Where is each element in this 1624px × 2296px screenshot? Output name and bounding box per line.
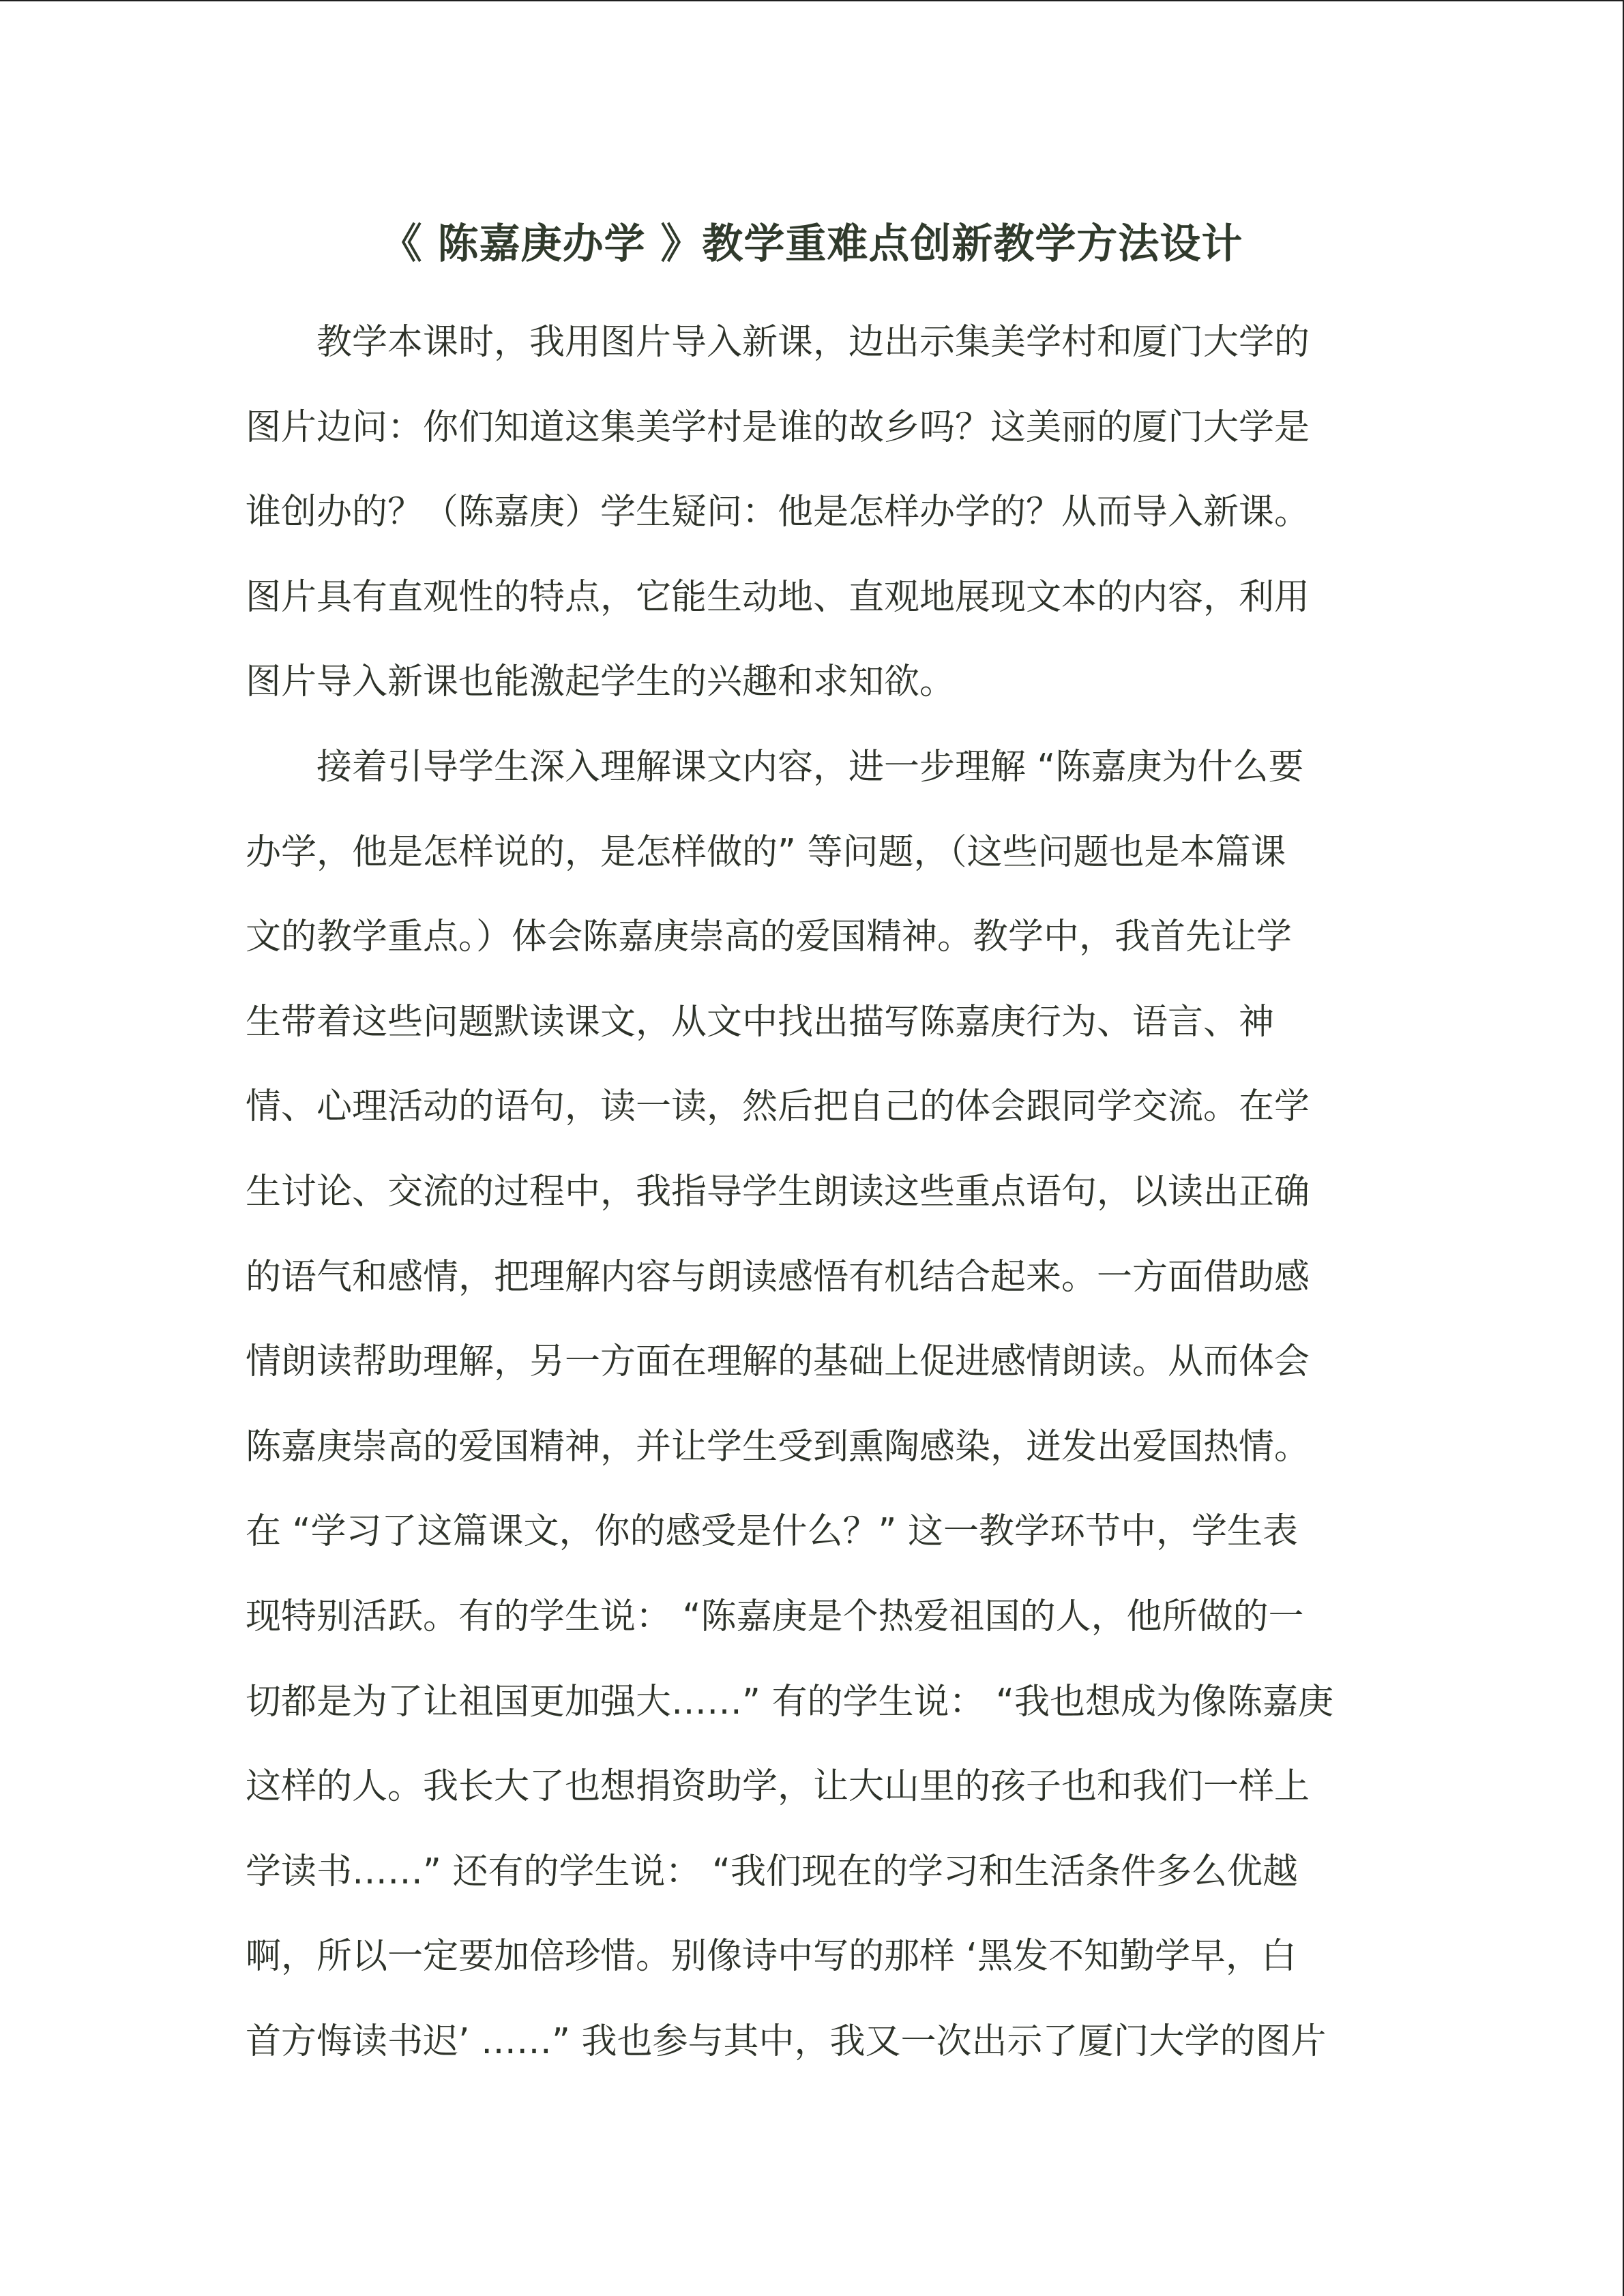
body-line: 办学，他是怎样说的，是怎样做的” 等问题，（这些问题也是本篇课	[246, 831, 1286, 873]
body-line: 首方悔读书迟’ ……” 我也参与其中，我又一次出示了厦门大学的图片	[246, 2021, 1327, 2062]
body-line: 情朗读帮助理解，另一方面在理解的基础上促进感情朗读。从而体会	[246, 1341, 1310, 1383]
page-top-border	[0, 0, 1624, 1]
body-line: 学读书……” 还有的学生说： “我们现在的学习和生活条件多么优越	[246, 1851, 1298, 1892]
body-line: 生讨论、交流的过程中，我指导学生朗读这些重点语句，以读出正确	[246, 1171, 1310, 1212]
page-title: 《 陈嘉庚办学 》教学重难点创新教学方法设计	[381, 220, 1243, 268]
body-line: 陈嘉庚崇高的爱国精神，并让学生受到熏陶感染，迸发出爱国热情。	[246, 1426, 1310, 1467]
body-line: 啊，所以一定要加倍珍惜。别像诗中写的那样 ‘黑发不知勤学早，白	[246, 1936, 1297, 1978]
body-line: 图片导入新课也能激起学生的兴趣和求知欲。	[246, 661, 956, 703]
body-line: 生带着这些问题默读课文，从文中找出描写陈嘉庚行为、语言、神	[246, 1001, 1275, 1043]
body-line: 教学本课时，我用图片导入新课，边出示集美学村和厦门大学的	[316, 322, 1310, 363]
body-line: 图片边问：你们知道这集美学村是谁的故乡吗？这美丽的厦门大学是	[246, 406, 1310, 448]
body-line: 情、心理活动的语句，读一读，然后把自己的体会跟同学交流。在学	[246, 1086, 1310, 1128]
body-line: 接着引导学生深入理解课文内容，进一步理解 “陈嘉庚为什么要	[316, 746, 1304, 788]
body-line: 在 “学习了这篇课文，你的感受是什么？” 这一教学环节中，学生表	[246, 1511, 1298, 1553]
body-line: 的语气和感情，把理解内容与朗读感悟有机结合起来。一方面借助感	[246, 1256, 1310, 1298]
body-line: 这样的人。我长大了也想捐资助学，让大山里的孩子也和我们一样上	[246, 1766, 1310, 1808]
document-body	[246, 300, 1378, 2084]
body-line: 文的教学重点。）体会陈嘉庚崇高的爱国精神。教学中，我首先让学	[246, 916, 1293, 958]
body-line: 切都是为了让祖国更加强大……” 有的学生说： “我也想成为像陈嘉庚	[246, 1681, 1333, 1723]
body-line: 图片具有直观性的特点，它能生动地、直观地展现文本的内容，利用	[246, 576, 1310, 618]
body-line: 谁创办的？（陈嘉庚）学生疑问：他是怎样办学的？从而导入新课。	[246, 492, 1310, 533]
body-line: 现特别活跃。有的学生说： “陈嘉庚是个热爱祖国的人，他所做的一	[246, 1596, 1304, 1637]
